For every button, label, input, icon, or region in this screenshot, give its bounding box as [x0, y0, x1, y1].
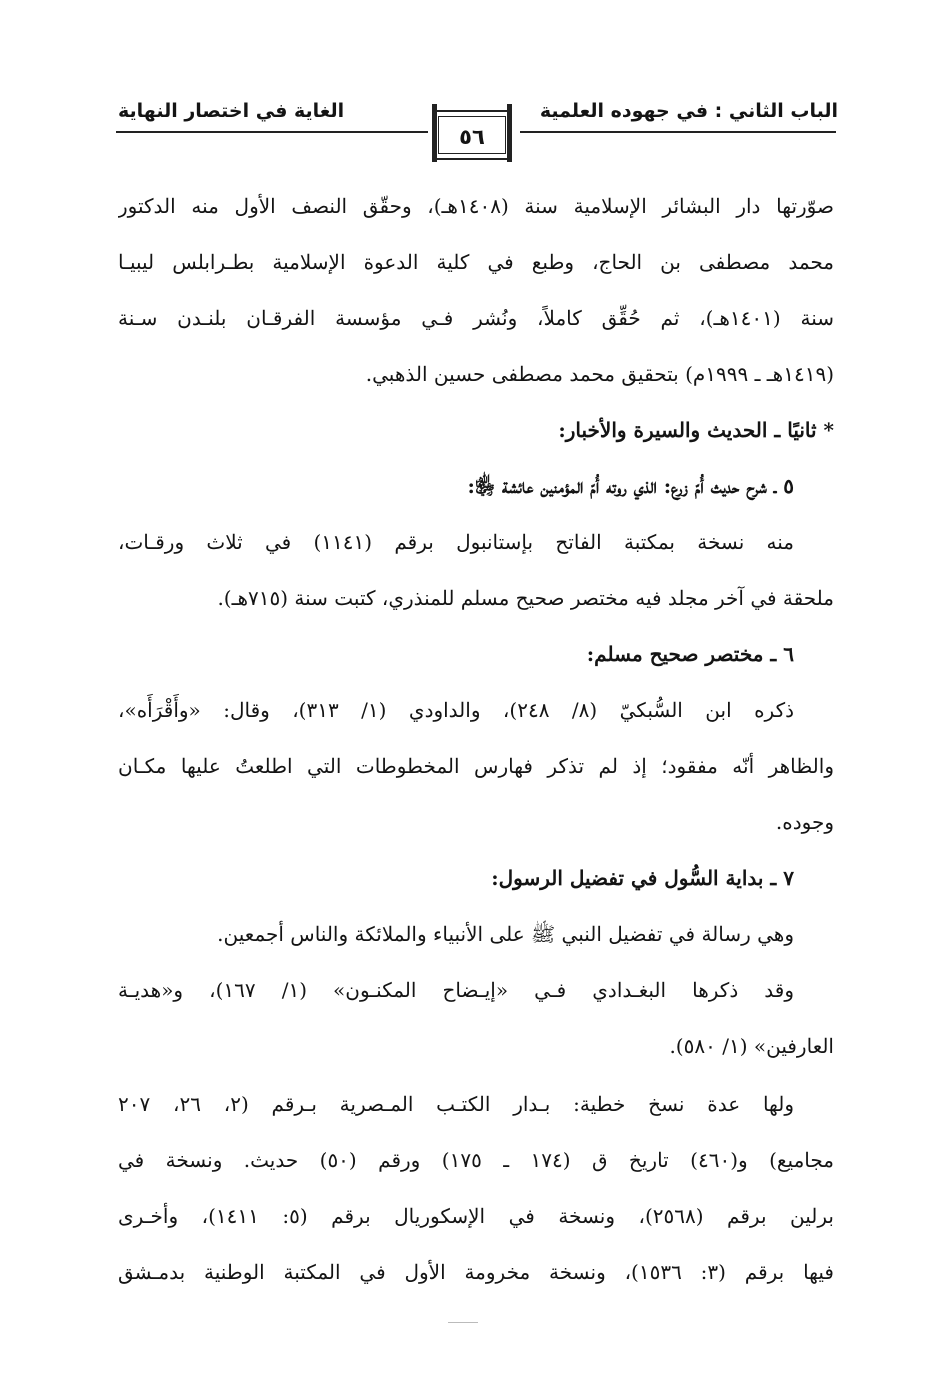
body-line: وهي رسالة في تفضيل النبي ﷺ على الأنبياء والملائكة والناس أجمعين. — [217, 922, 794, 946]
section-heading: * ثانيًا ـ الحديث والسيرة والأخبار: — [558, 418, 834, 442]
page-number: ٥٦ — [459, 125, 485, 149]
header-rule-left — [116, 131, 428, 133]
body-line: (١٤١٩هـ ـ ١٩٩٩م) بتحقيق محمد مصطفى حسين الذهبي. — [365, 362, 834, 386]
body-line: ذكره ابن السُّبكيّ (٨/ ٢٤٨)، والداودي (١/ ٣١٣)، وقال: «وأَقْرَأَه»، — [118, 698, 795, 722]
book-running-title: الغاية في اختصار النهاية — [118, 100, 345, 122]
body-line: وقد ذكرها البغـدادي فـي «إيـضاح المكنـون» (١/ ١٦٧)، و«هديـة — [118, 978, 794, 1002]
body-line: برلين برقم (٢٥٦٨)، ونسخة في الإسكوريال برقم (٥: ١٤١١)، وأخـرى — [118, 1204, 834, 1228]
body-line: ملحقة في آخر مجلد فيه مختصر صحيح مسلم للمنذري، كتبت سنة (٧١٥هـ). — [217, 586, 834, 610]
body-line: سنة (١٤٠١هـ)، ثم حُقِّق كاملاً، ونُشر فـي مؤسسة الفرقـان بلنـدن سـنة — [118, 306, 834, 330]
page-number-frame — [426, 104, 518, 164]
body-line: فيها برقم (٣: ١٥٣٦)، ونسخة مخرومة الأول في المكتبة الوطنية بدمـشق — [118, 1260, 834, 1284]
entry-heading: ٧ ـ بداية السُّول في تفضيل الرسول: — [491, 866, 794, 890]
body-line: العارفين» (١/ ٥٨٠). — [669, 1034, 834, 1058]
body-line: ولها عدة نسخ خطية: بـدار الكتـب المـصرية بـرقم (٢، ٢٦، ٢٠٧ — [118, 1092, 795, 1116]
footer-mark — [448, 1322, 478, 1323]
body-line: وجوده. — [775, 810, 834, 834]
body-line: والظاهر أنّه مفقود؛ إذ لم تذكر فهارس المخطوطات التي اطلعتُ عليها مكـان — [118, 754, 834, 778]
entry-heading: ٥ ـ شرح حديث أُمّ زرع: الذي روته أُمّ المؤمنين عائشة ﵂: — [467, 474, 794, 498]
body-text — [118, 178, 834, 1300]
header-rule-right — [520, 131, 836, 133]
entry-heading: ٦ ـ مختصر صحيح مسلم: — [586, 642, 794, 666]
body-line: صوّرتها دار البشائر الإسلامية سنة (١٤٠٨هـ)، وحقّق النصف الأول منه الدكتور — [118, 194, 834, 218]
body-line: مجاميع) و(٤٦٠) تاريخ ق (١٧٤ ـ ١٧٥) ورقم (٥٠) حديث. ونسخة في — [118, 1148, 834, 1172]
body-line: منه نسخة بمكتبة الفاتح بإستانبول برقم (١١٤١) في ثلاث ورقـات، — [118, 530, 795, 554]
chapter-running-title: الباب الثاني : في جهوده العلمية — [539, 100, 838, 122]
body-line: محمد مصطفى بن الحاج، وطبع في كلية الدعوة الإسلامية بطـرابلس ليبيـا — [118, 250, 834, 274]
